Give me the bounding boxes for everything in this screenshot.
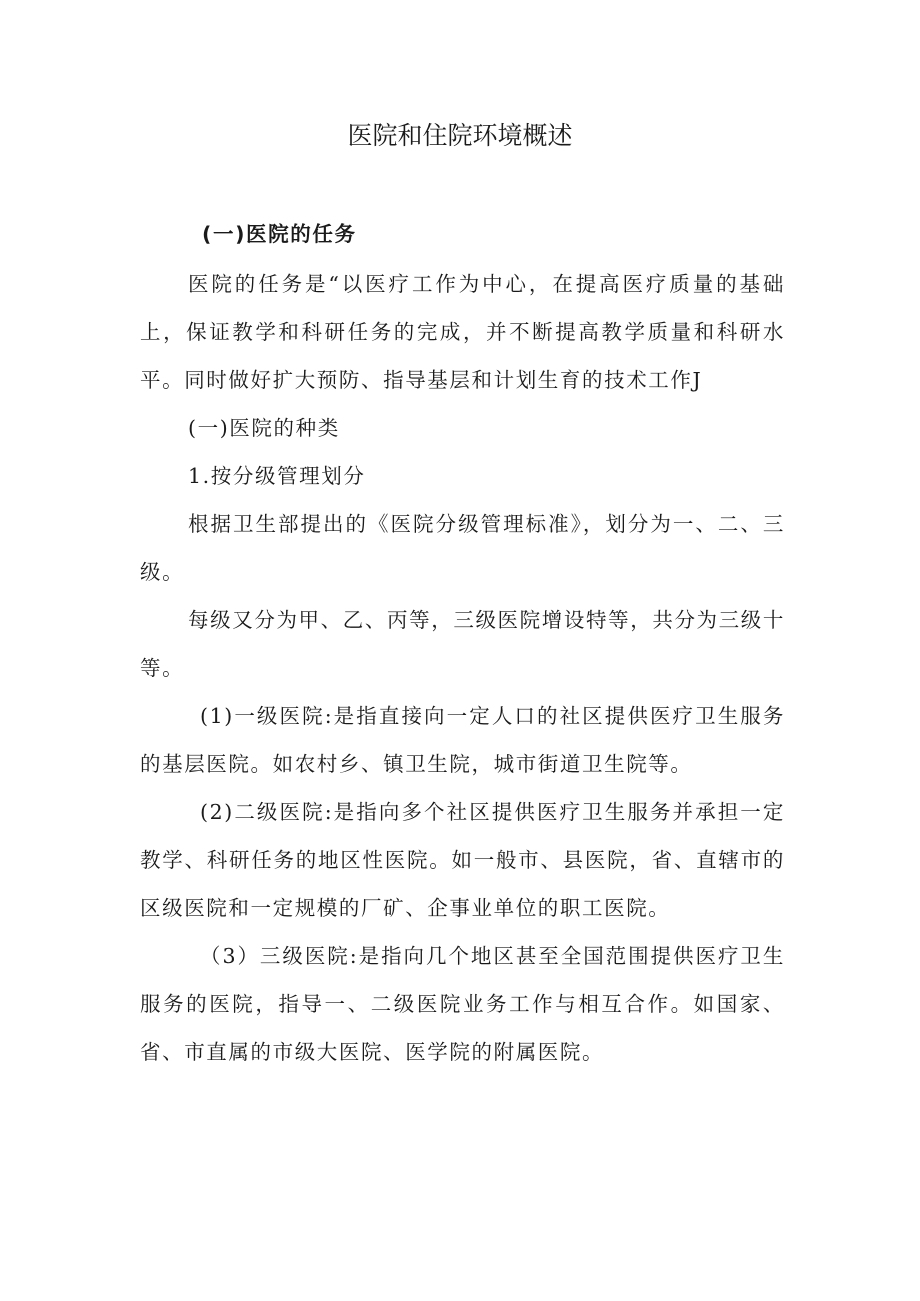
paragraph-grade-levels: 每级又分为甲、乙、丙等，三级医院增设特等，共分为三级十等。 bbox=[140, 608, 785, 680]
subheading-graded-management: 1.按分级管理划分 bbox=[188, 464, 366, 488]
document-title: 医院和住院环境概述 bbox=[347, 121, 573, 150]
paragraph-level-three-hospital: （3）三级医院:是指向几个地区甚至全国范围提供医疗卫生服务的医院，指导一、二级医院业务工作与相互合作。如国家、省、市直属的市级大医院、医学院的附属医院。 bbox=[140, 944, 785, 1064]
section-heading-hospital-types: (一)医院的种类 bbox=[188, 416, 340, 440]
document-body bbox=[140, 210, 785, 1076]
paragraph-grading-standard: 根据卫生部提出的《医院分级管理标准》，划分为一、二、三级。 bbox=[140, 512, 785, 584]
paragraph-level-two-hospital: (2)二级医院:是指向多个社区提供医疗卫生服务并承担一定教学、科研任务的地区性医院。如一般市、县医院，省、直辖市的区级医院和一定规模的厂矿、企事业单位的职工医院。 bbox=[140, 800, 785, 920]
paragraph-level-one-hospital: (1)一级医院:是指直接向一定人口的社区提供医疗卫生服务的基层医院。如农村乡、镇卫生院，城市街道卫生院等。 bbox=[140, 704, 785, 776]
section-heading-hospital-tasks: (一)医院的任务 bbox=[202, 222, 357, 246]
paragraph-hospital-tasks: 医院的任务是“以医疗工作为中心，在提高医疗质量的基础上，保证教学和科研任务的完成，并不断提高教学质量和科研水平。同时做好扩大预防、指导基层和计划生育的技术工作J bbox=[140, 272, 785, 392]
